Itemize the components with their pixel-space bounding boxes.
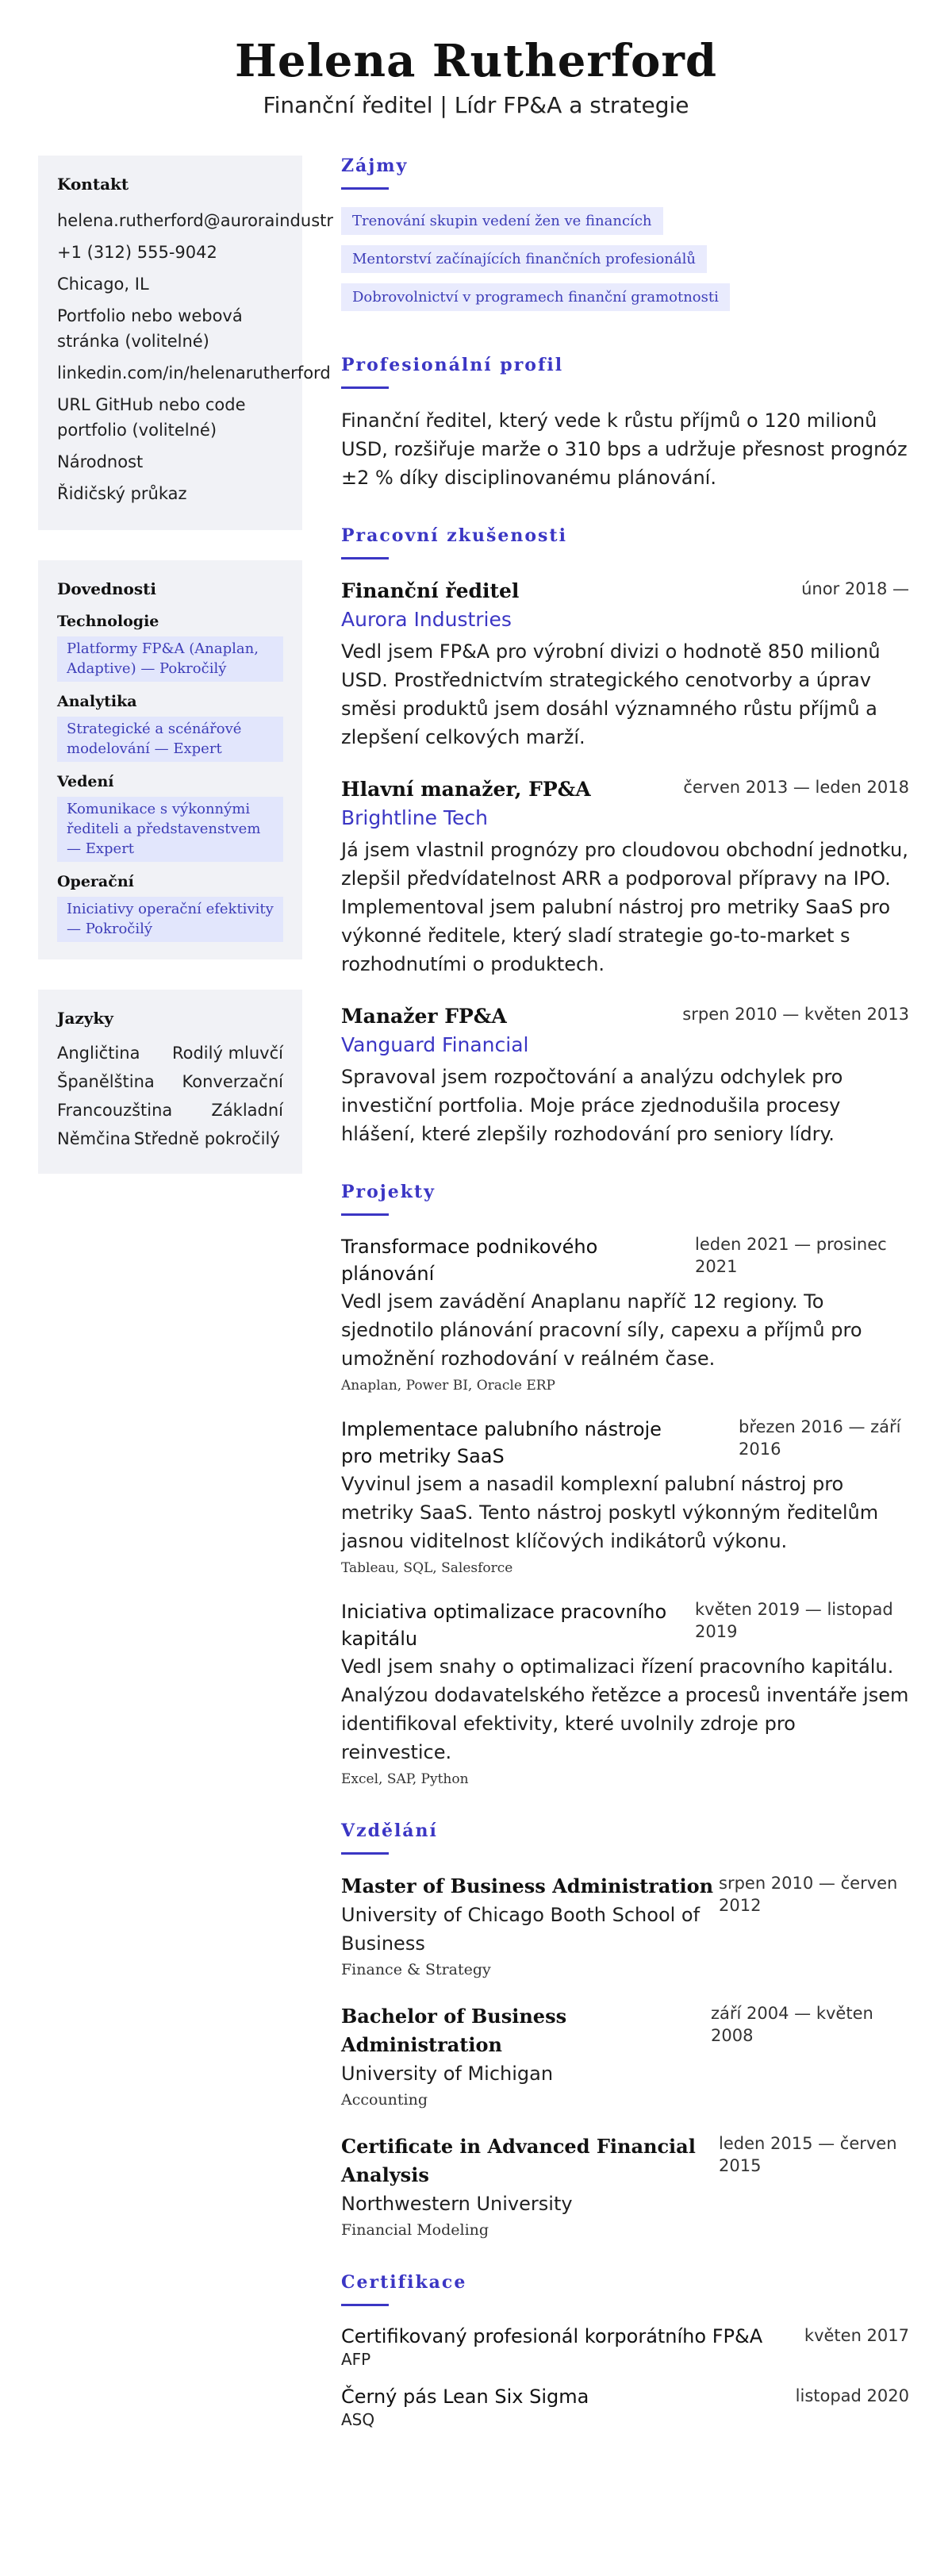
section-title: Projekty — [341, 1182, 436, 1202]
job-date: červen 2013 — leden 2018 — [683, 778, 909, 797]
certifications-section — [341, 2272, 909, 2430]
resume-header — [0, 0, 952, 119]
project-entry — [341, 1233, 909, 1394]
skill-chip: Strategické a scénářové modelování — Expert — [57, 717, 283, 762]
language-name: Francouzština — [57, 1101, 173, 1120]
certification-issuer: ASQ — [341, 2410, 375, 2429]
skill-group-title: Vedení — [57, 773, 114, 790]
job-description: Já jsem vlastnil prognózy pro cloudovou obchodní jednotku, zlepšil předvídatelnost ARR a podporoval přípravy na IPO. Implementoval jsem palubní nástroj pro metriky SaaS pro výkonné ředitele, který sladí strategie go-to-market s rozhodnutími o produktech. — [341, 839, 908, 975]
section-title: Certifikace — [341, 2272, 467, 2293]
contact-phone[interactable]: +1 (312) 555-9042 — [57, 243, 217, 262]
education-degree: Bachelor of Business Administration — [341, 2005, 567, 2056]
certification-title: Černý pás Lean Six Sigma — [341, 2386, 589, 2408]
project-title: Transformace podnikového plánování — [341, 1236, 598, 1285]
section-title: Vzdělání — [341, 1821, 438, 1841]
certification-date: květen 2017 — [804, 2326, 909, 2345]
projects-section — [341, 1182, 909, 1787]
education-main — [341, 2002, 690, 2109]
skills-box — [38, 560, 302, 959]
job-company: Vanguard Financial — [341, 1033, 529, 1056]
language-level: Základní — [211, 1101, 283, 1120]
certification-date: listopad 2020 — [795, 2386, 909, 2405]
interests-section — [341, 156, 909, 321]
skill-chip: Platformy FP&A (Anaplan, Adaptive) — Pokročilý — [57, 636, 283, 682]
main-content — [341, 156, 909, 2463]
languages-box — [38, 990, 302, 1174]
language-name: Španělština — [57, 1072, 155, 1091]
skill-group-title: Technologie — [57, 613, 159, 630]
project-title: Implementace palubního nástroje pro metriky SaaS — [341, 1418, 662, 1467]
project-date: březen 2016 — září 2016 — [739, 1417, 901, 1459]
certification-title: Certifikovaný profesionál korporátního FP&A — [341, 2325, 763, 2347]
job-date: srpen 2010 — květen 2013 — [682, 1005, 909, 1024]
language-row — [57, 1128, 283, 1150]
project-date: květen 2019 — listopad 2019 — [695, 1600, 893, 1641]
experience-section — [341, 525, 909, 1148]
section-rule — [341, 1213, 389, 1216]
project-description: Vedl jsem zavádění Anaplanu napříč 12 regiony. To sjednotilo plánování pracovní síly, capexu a příjmů pro umožnění rozhodování v reálném čase. — [341, 1290, 862, 1370]
section-rule — [341, 386, 389, 389]
education-field: Accounting — [341, 2091, 428, 2109]
project-entry — [341, 1416, 909, 1576]
project-tools: Anaplan, Power BI, Oracle ERP — [341, 1378, 555, 1394]
job-entry — [341, 577, 909, 752]
contact-email[interactable]: helena.rutherford@auroraindustr — [57, 211, 334, 230]
project-tools: Tableau, SQL, Salesforce — [341, 1560, 513, 1576]
language-name: Němčina — [57, 1129, 131, 1148]
education-school: Northwestern University — [341, 2193, 573, 2215]
education-degree: Certificate in Advanced Financial Analysis — [341, 2135, 696, 2186]
job-title: Manažer FP&A — [341, 1005, 507, 1028]
job-title: Finanční ředitel — [341, 579, 520, 602]
contact-nationality: Národnost — [57, 452, 144, 471]
contact-github[interactable]: URL GitHub nebo code portfolio (volitelné) — [57, 395, 246, 440]
job-date: únor 2018 — — [801, 579, 909, 598]
project-date: leden 2021 — prosinec 2021 — [695, 1235, 887, 1276]
education-field: Finance & Strategy — [341, 1961, 491, 1978]
languages-title: Jazyky — [57, 1009, 113, 1028]
job-title: Hlavní manažer, FP&A — [341, 778, 591, 801]
job-description: Vedl jsem FP&A pro výrobní divizi o hodnotě 850 milionů USD. Prostřednictvím strategického cenotvorby a úprav směsi produktů jsem dosáhl významného růstu příjmů a zlepšení celkových marží. — [341, 640, 881, 748]
skill-chip: Komunikace s výkonnými řediteli a představenstvem — Expert — [57, 797, 283, 862]
section-rule — [341, 187, 389, 190]
interest-tag: Dobrovolnictví v programech finanční gramotnosti — [341, 283, 730, 311]
education-school: University of Chicago Booth School of Business — [341, 1904, 701, 1955]
interest-tag: Mentorství začínajících finančních profesionálů — [341, 245, 707, 273]
profile-section — [341, 355, 909, 492]
certification-entry — [341, 2384, 909, 2430]
section-title: Pracovní zkušenosti — [341, 525, 567, 546]
skills-title: Dovednosti — [57, 579, 156, 598]
section-rule — [341, 1852, 389, 1855]
contact-portfolio[interactable]: Portfolio nebo webová stránka (volitelné) — [57, 306, 243, 351]
contact-license: Řidičský průkaz — [57, 484, 187, 503]
certification-entry — [341, 2324, 909, 2370]
education-school: University of Michigan — [341, 2063, 554, 2085]
education-degree: Master of Business Administration — [341, 1874, 714, 1897]
education-entry — [341, 1872, 909, 1978]
sidebar — [38, 156, 334, 1204]
language-row — [57, 1071, 283, 1093]
skill-chip: Iniciativy operační efektivity — Pokročilý — [57, 897, 283, 942]
certification-issuer: AFP — [341, 2350, 371, 2369]
job-company: Brightline Tech — [341, 806, 488, 829]
section-title: Profesionální profil — [341, 355, 564, 375]
section-title: Zájmy — [341, 156, 409, 176]
education-field: Financial Modeling — [341, 2221, 489, 2239]
language-name: Angličtina — [57, 1044, 140, 1063]
language-row — [57, 1099, 283, 1121]
project-tools: Excel, SAP, Python — [341, 1771, 469, 1787]
education-date: září 2004 — květen 2008 — [711, 2004, 873, 2045]
contact-title: Kontakt — [57, 175, 129, 194]
language-level: Středně pokročilý — [133, 1129, 280, 1148]
project-description: Vyvinul jsem a nasadil komplexní palubní nástroj pro metriky SaaS. Tento nástroj poskytl výkonným ředitelům jasnou viditelnost klíčových indikátorů výkonu. — [341, 1473, 879, 1552]
language-level: Konverzační — [182, 1072, 283, 1091]
language-row — [57, 1042, 283, 1064]
contact-linkedin[interactable]: linkedin.com/in/helenarutherford — [57, 363, 331, 383]
job-company: Aurora Industries — [341, 608, 512, 631]
job-description: Spravoval jsem rozpočtování a analýzu odchylek pro investiční portfolia. Moje práce zjednodušila procesy hlášení, které zlepšily rozhodování pro seniory lídry. — [341, 1066, 843, 1145]
interest-tag: Trenování skupin vedení žen ve financích — [341, 207, 663, 235]
contact-box — [38, 156, 334, 530]
job-entry — [341, 1002, 909, 1148]
section-rule — [341, 2304, 389, 2306]
education-date: srpen 2010 — červen 2012 — [719, 1874, 898, 1915]
education-date: leden 2015 — červen 2015 — [719, 2134, 897, 2175]
contact-location: Chicago, IL — [57, 275, 149, 294]
education-main — [341, 1872, 714, 1978]
candidate-name: Helena Rutherford — [234, 35, 717, 87]
education-entry — [341, 2002, 909, 2109]
job-entry — [341, 775, 909, 978]
project-description: Vedl jsem snahy o optimalizaci řízení pracovního kapitálu. Analýzou dodavatelského řetězce a procesů inventáře jsem identifikoval efektivity, které uvolnily zdroje pro reinvestice. — [341, 1655, 909, 1763]
skill-group-title: Operační — [57, 873, 134, 890]
project-title: Iniciativa optimalizace pracovního kapitálu — [341, 1601, 667, 1650]
profile-text: Finanční ředitel, který vede k růstu příjmů o 120 milionů USD, rozšiřuje marže o 310 bps a udržuje přesnost prognóz ±2 % díky disciplinovanému plánování. — [341, 409, 908, 489]
project-entry — [341, 1598, 909, 1787]
section-rule — [341, 557, 389, 559]
education-entry — [341, 2132, 909, 2239]
education-section — [341, 1821, 909, 2239]
language-level: Rodilý mluvčí — [171, 1044, 283, 1063]
candidate-tagline: Finanční ředitel | Lídr FP&A a strategie — [263, 92, 689, 118]
skill-group-title: Analytika — [57, 693, 137, 710]
education-main — [341, 2132, 698, 2239]
